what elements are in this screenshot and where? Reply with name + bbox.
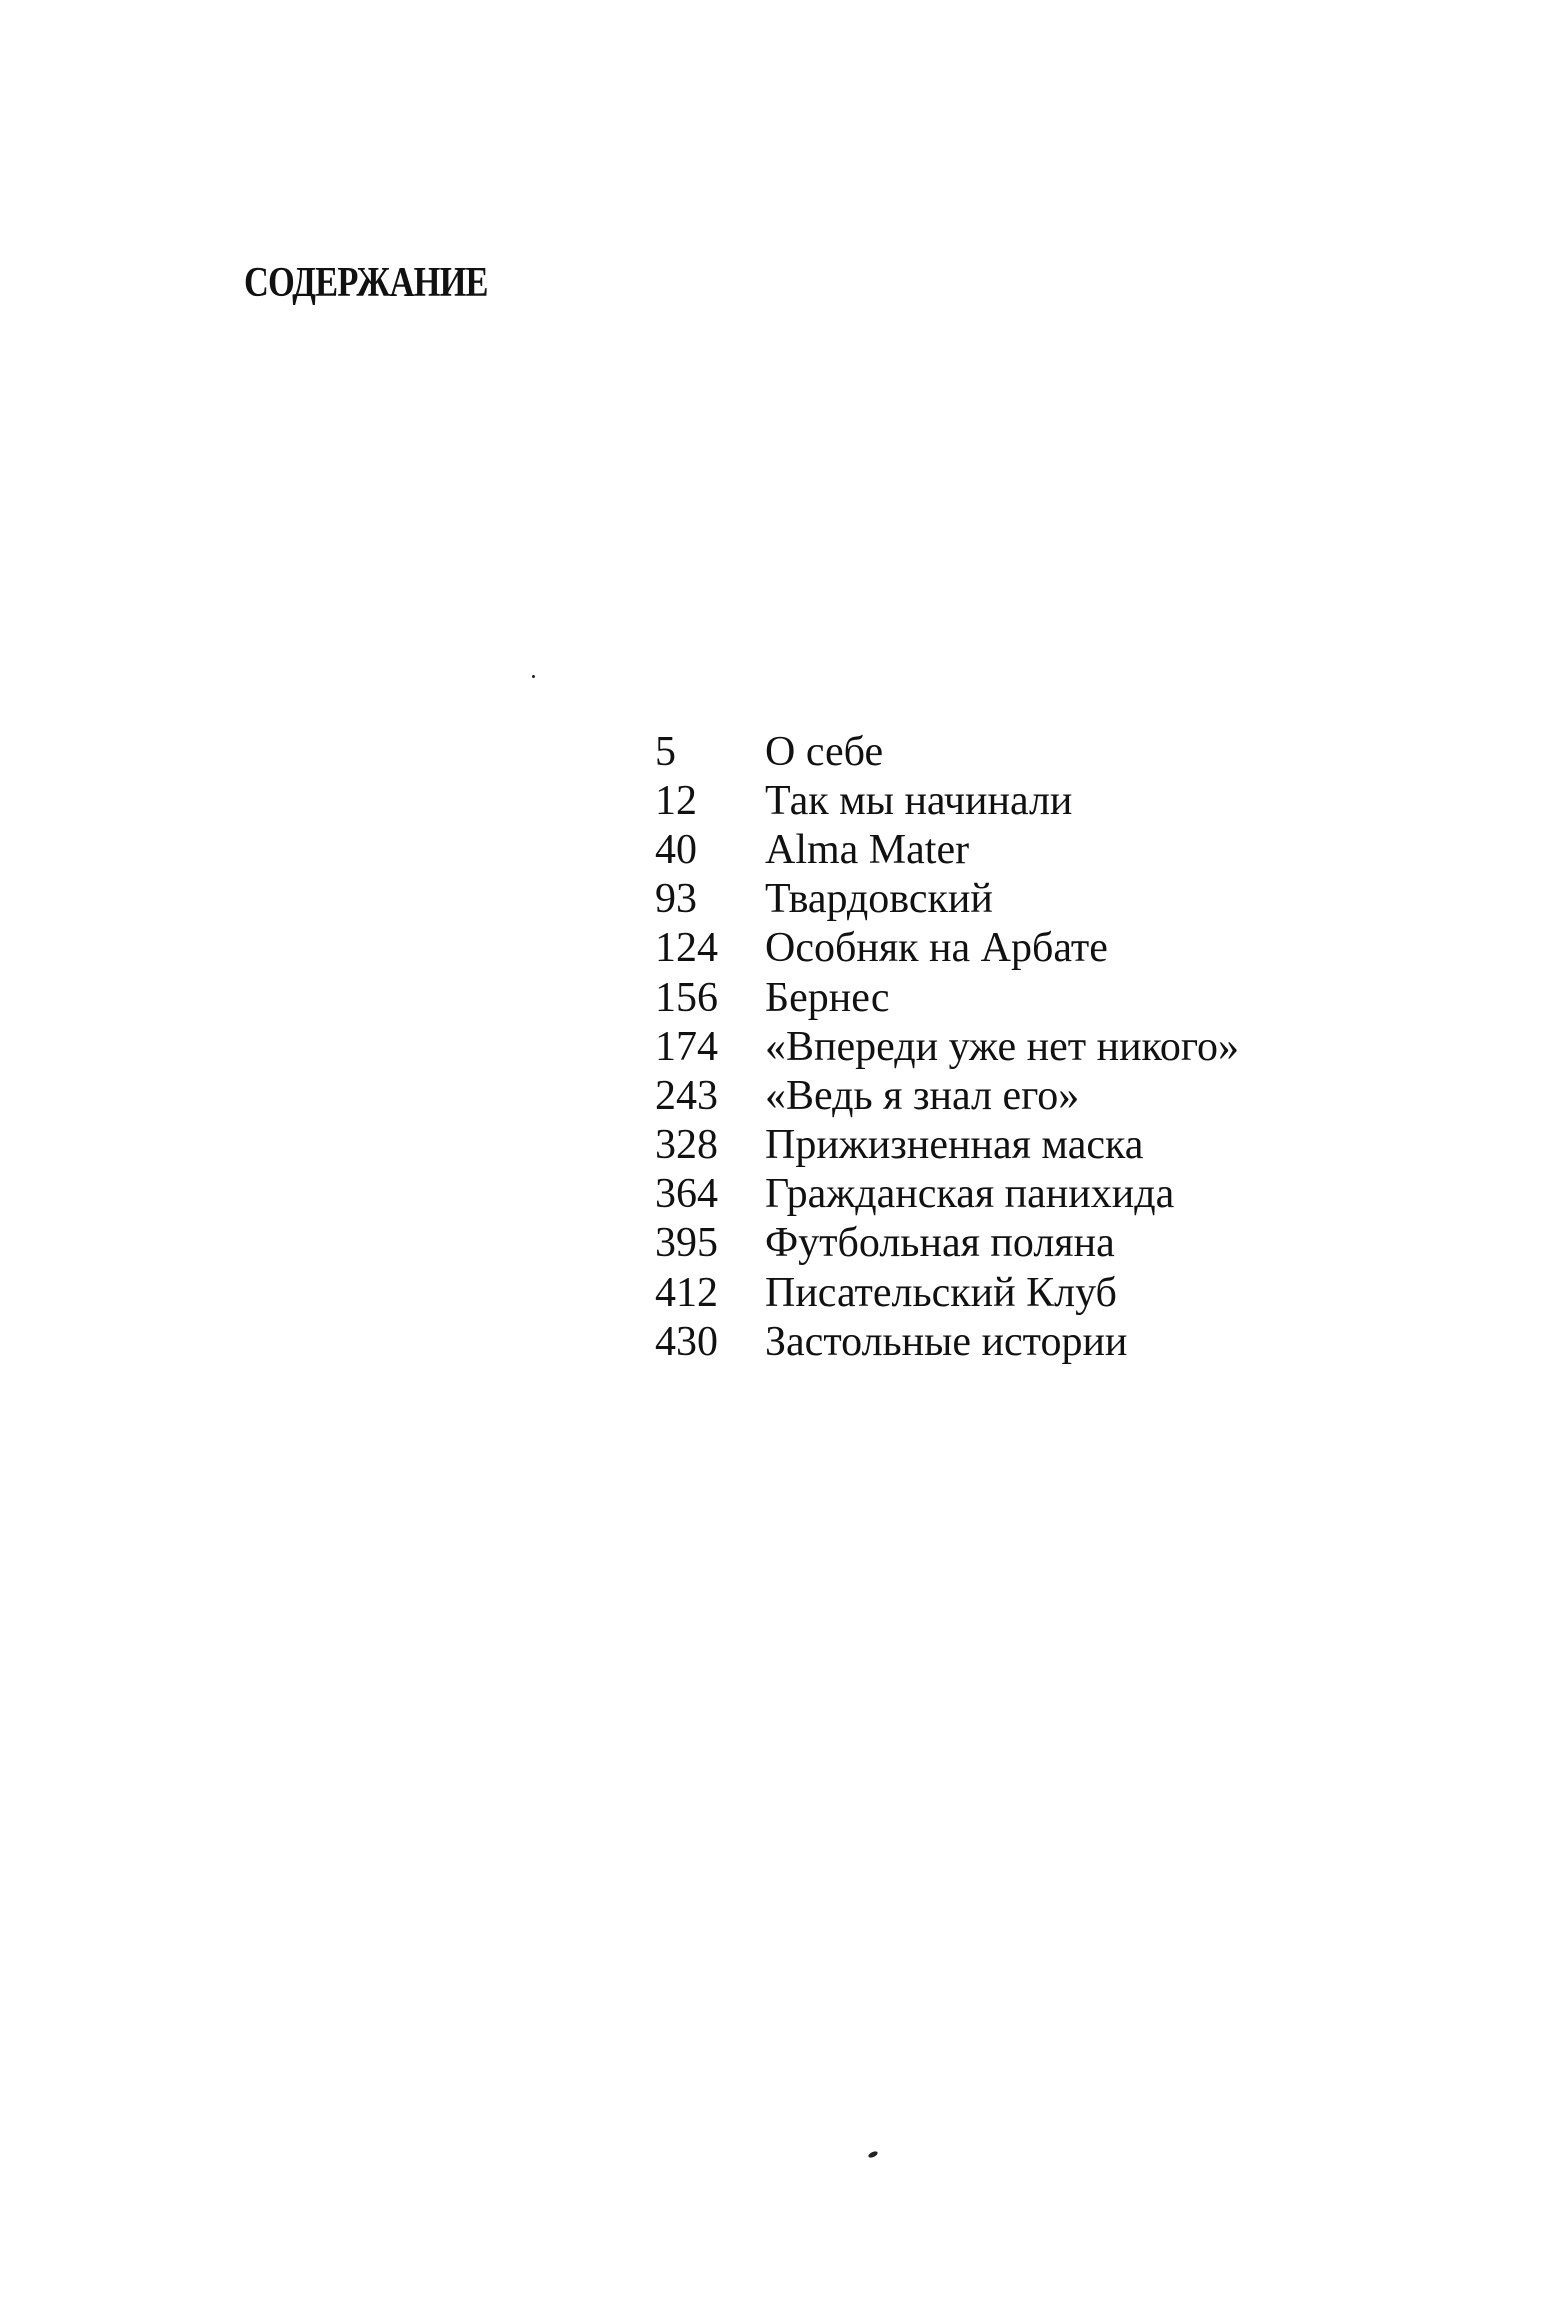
toc-page-number: 364 [655, 1171, 718, 1218]
toc-chapter-title: Прижизненная маска [765, 1122, 1144, 1169]
toc-entry [655, 924, 1355, 973]
toc-page-number: 93 [655, 876, 697, 923]
toc-entry [655, 875, 1355, 924]
toc-entry [655, 1071, 1355, 1120]
toc-chapter-title: Так мы начинали [765, 777, 1073, 824]
toc-entry [655, 1121, 1355, 1170]
toc-entry [655, 1022, 1355, 1071]
toc-page-number: 174 [655, 1023, 718, 1070]
toc-chapter-title: Гражданская панихида [765, 1171, 1175, 1218]
toc-page-number: 156 [655, 974, 718, 1021]
scan-speck [532, 675, 535, 678]
toc-page-number: 430 [655, 1318, 718, 1365]
toc-entry [655, 1317, 1355, 1366]
toc-chapter-title: Бернес [765, 974, 890, 1021]
toc-page-number: 124 [655, 925, 718, 972]
toc-page-number: 40 [655, 826, 697, 873]
toc-chapter-title: О себе [765, 728, 884, 775]
toc-page-number: 12 [655, 777, 697, 824]
toc-chapter-title: Футбольная поляна [765, 1220, 1115, 1267]
toc-page-number: 412 [655, 1269, 718, 1316]
toc-chapter-title: Твардовский [765, 876, 993, 923]
toc-entry [655, 776, 1355, 825]
toc-chapter-title: «Ведь я знал его» [765, 1072, 1080, 1119]
toc-page-number: 5 [655, 728, 676, 775]
scan-speck [867, 2150, 878, 2159]
toc-entry [655, 727, 1355, 776]
toc-chapter-title: «Впереди уже нет никого» [765, 1023, 1239, 1070]
toc-entry [655, 973, 1355, 1022]
toc-entry [655, 825, 1355, 874]
contents-heading: СОДЕРЖАНИЕ [244, 260, 488, 306]
toc-entry [655, 1268, 1355, 1317]
toc-page-number: 328 [655, 1122, 718, 1169]
table-of-contents [655, 727, 1355, 1366]
toc-page-number: 395 [655, 1220, 718, 1267]
toc-entry [655, 1219, 1355, 1268]
toc-page-number: 243 [655, 1072, 718, 1119]
toc-chapter-title: Писательский Клуб [765, 1269, 1117, 1316]
toc-chapter-title: Alma Mater [765, 826, 970, 873]
toc-entry [655, 1170, 1355, 1219]
toc-chapter-title: Особняк на Арбате [765, 925, 1108, 972]
toc-chapter-title: Застольные истории [765, 1318, 1128, 1365]
